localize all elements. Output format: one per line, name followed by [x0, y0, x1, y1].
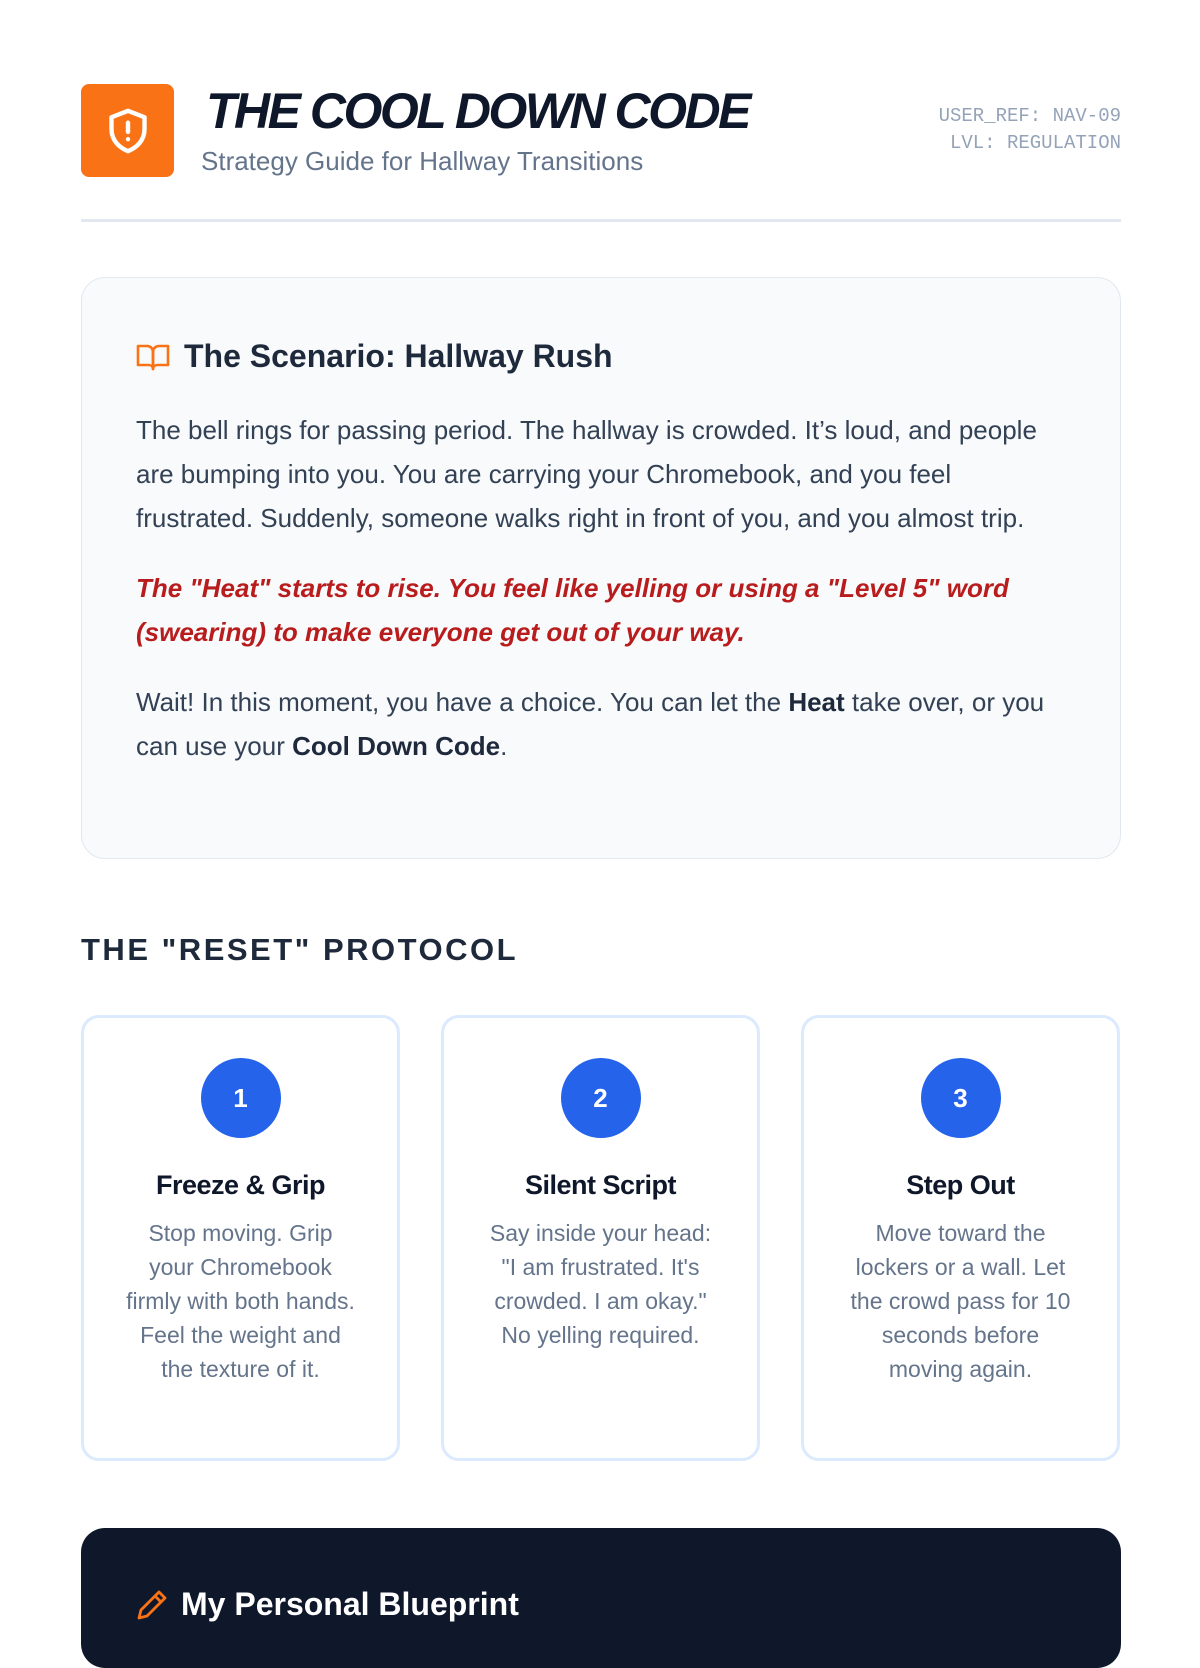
step-title: Silent Script	[524, 1170, 677, 1200]
scenario-body	[136, 408, 1066, 768]
header	[81, 0, 1121, 222]
step-card-1	[81, 1015, 400, 1461]
blueprint-header	[135, 1586, 519, 1623]
protocol-steps	[81, 1015, 1121, 1461]
user-level: LVL: REGULATION	[949, 132, 1121, 154]
page	[81, 0, 1121, 1622]
heat-warning: The "Heat" starts to rise. You feel like yelling or using a "Level 5" word (swearing) to make everyone get out of your way.	[136, 573, 1009, 647]
user-meta	[939, 103, 1121, 157]
choice-paragraph	[136, 680, 1066, 768]
user-ref: USER_REF: NAV-09	[938, 105, 1121, 127]
blueprint-title: My Personal Blueprint	[181, 1586, 519, 1622]
book-open-icon	[136, 342, 170, 372]
choice-text-2: take over, or you can use your	[136, 687, 1045, 761]
shield-alert-icon	[106, 107, 150, 155]
scenario-paragraph: The bell rings for passing period. The hallway is crowded. It’s loud, and people are bumping into you. You are carrying your Chromebook, and you feel frustrated. Suddenly, someone walks right in front of you, and you almost trip.	[136, 415, 1037, 533]
scenario-title: The Scenario: Hallway Rush	[184, 338, 613, 374]
choice-text-3: .	[500, 731, 508, 761]
scenario-card	[81, 277, 1121, 859]
choice-heat: Heat	[788, 687, 845, 717]
protocol-title: THE "RESET" PROTOCOL	[81, 932, 519, 967]
choice-text-1: Wait! In this moment, you have a choice. You can let the	[136, 687, 789, 717]
page-subtitle: Strategy Guide for Hallway Transitions	[201, 146, 644, 176]
scenario-header	[136, 338, 613, 375]
page-title: THE COOL DOWN CODE	[206, 83, 749, 139]
choice-code: Cool Down Code	[292, 731, 501, 761]
step-number: 2	[561, 1058, 641, 1138]
step-title: Step Out	[906, 1170, 1015, 1200]
step-number: 3	[921, 1058, 1001, 1138]
step-description: Stop moving. Grip your Chromebook firmly with both hands. Feel the weight and the texture of it.	[126, 1220, 355, 1382]
step-description: Move toward the lockers or a wall. Let the crowd pass for 10 seconds before moving again.	[850, 1220, 1071, 1382]
step-description: Say inside your head: "I am frustrated. It's crowded. I am okay." No yelling required.	[489, 1220, 712, 1348]
step-card-3	[801, 1015, 1120, 1461]
step-card-2	[441, 1015, 760, 1461]
blueprint-card	[81, 1528, 1121, 1668]
logo	[81, 84, 174, 177]
step-title: Freeze & Grip	[155, 1170, 326, 1200]
pencil-icon	[135, 1588, 169, 1622]
step-number: 1	[201, 1058, 281, 1138]
